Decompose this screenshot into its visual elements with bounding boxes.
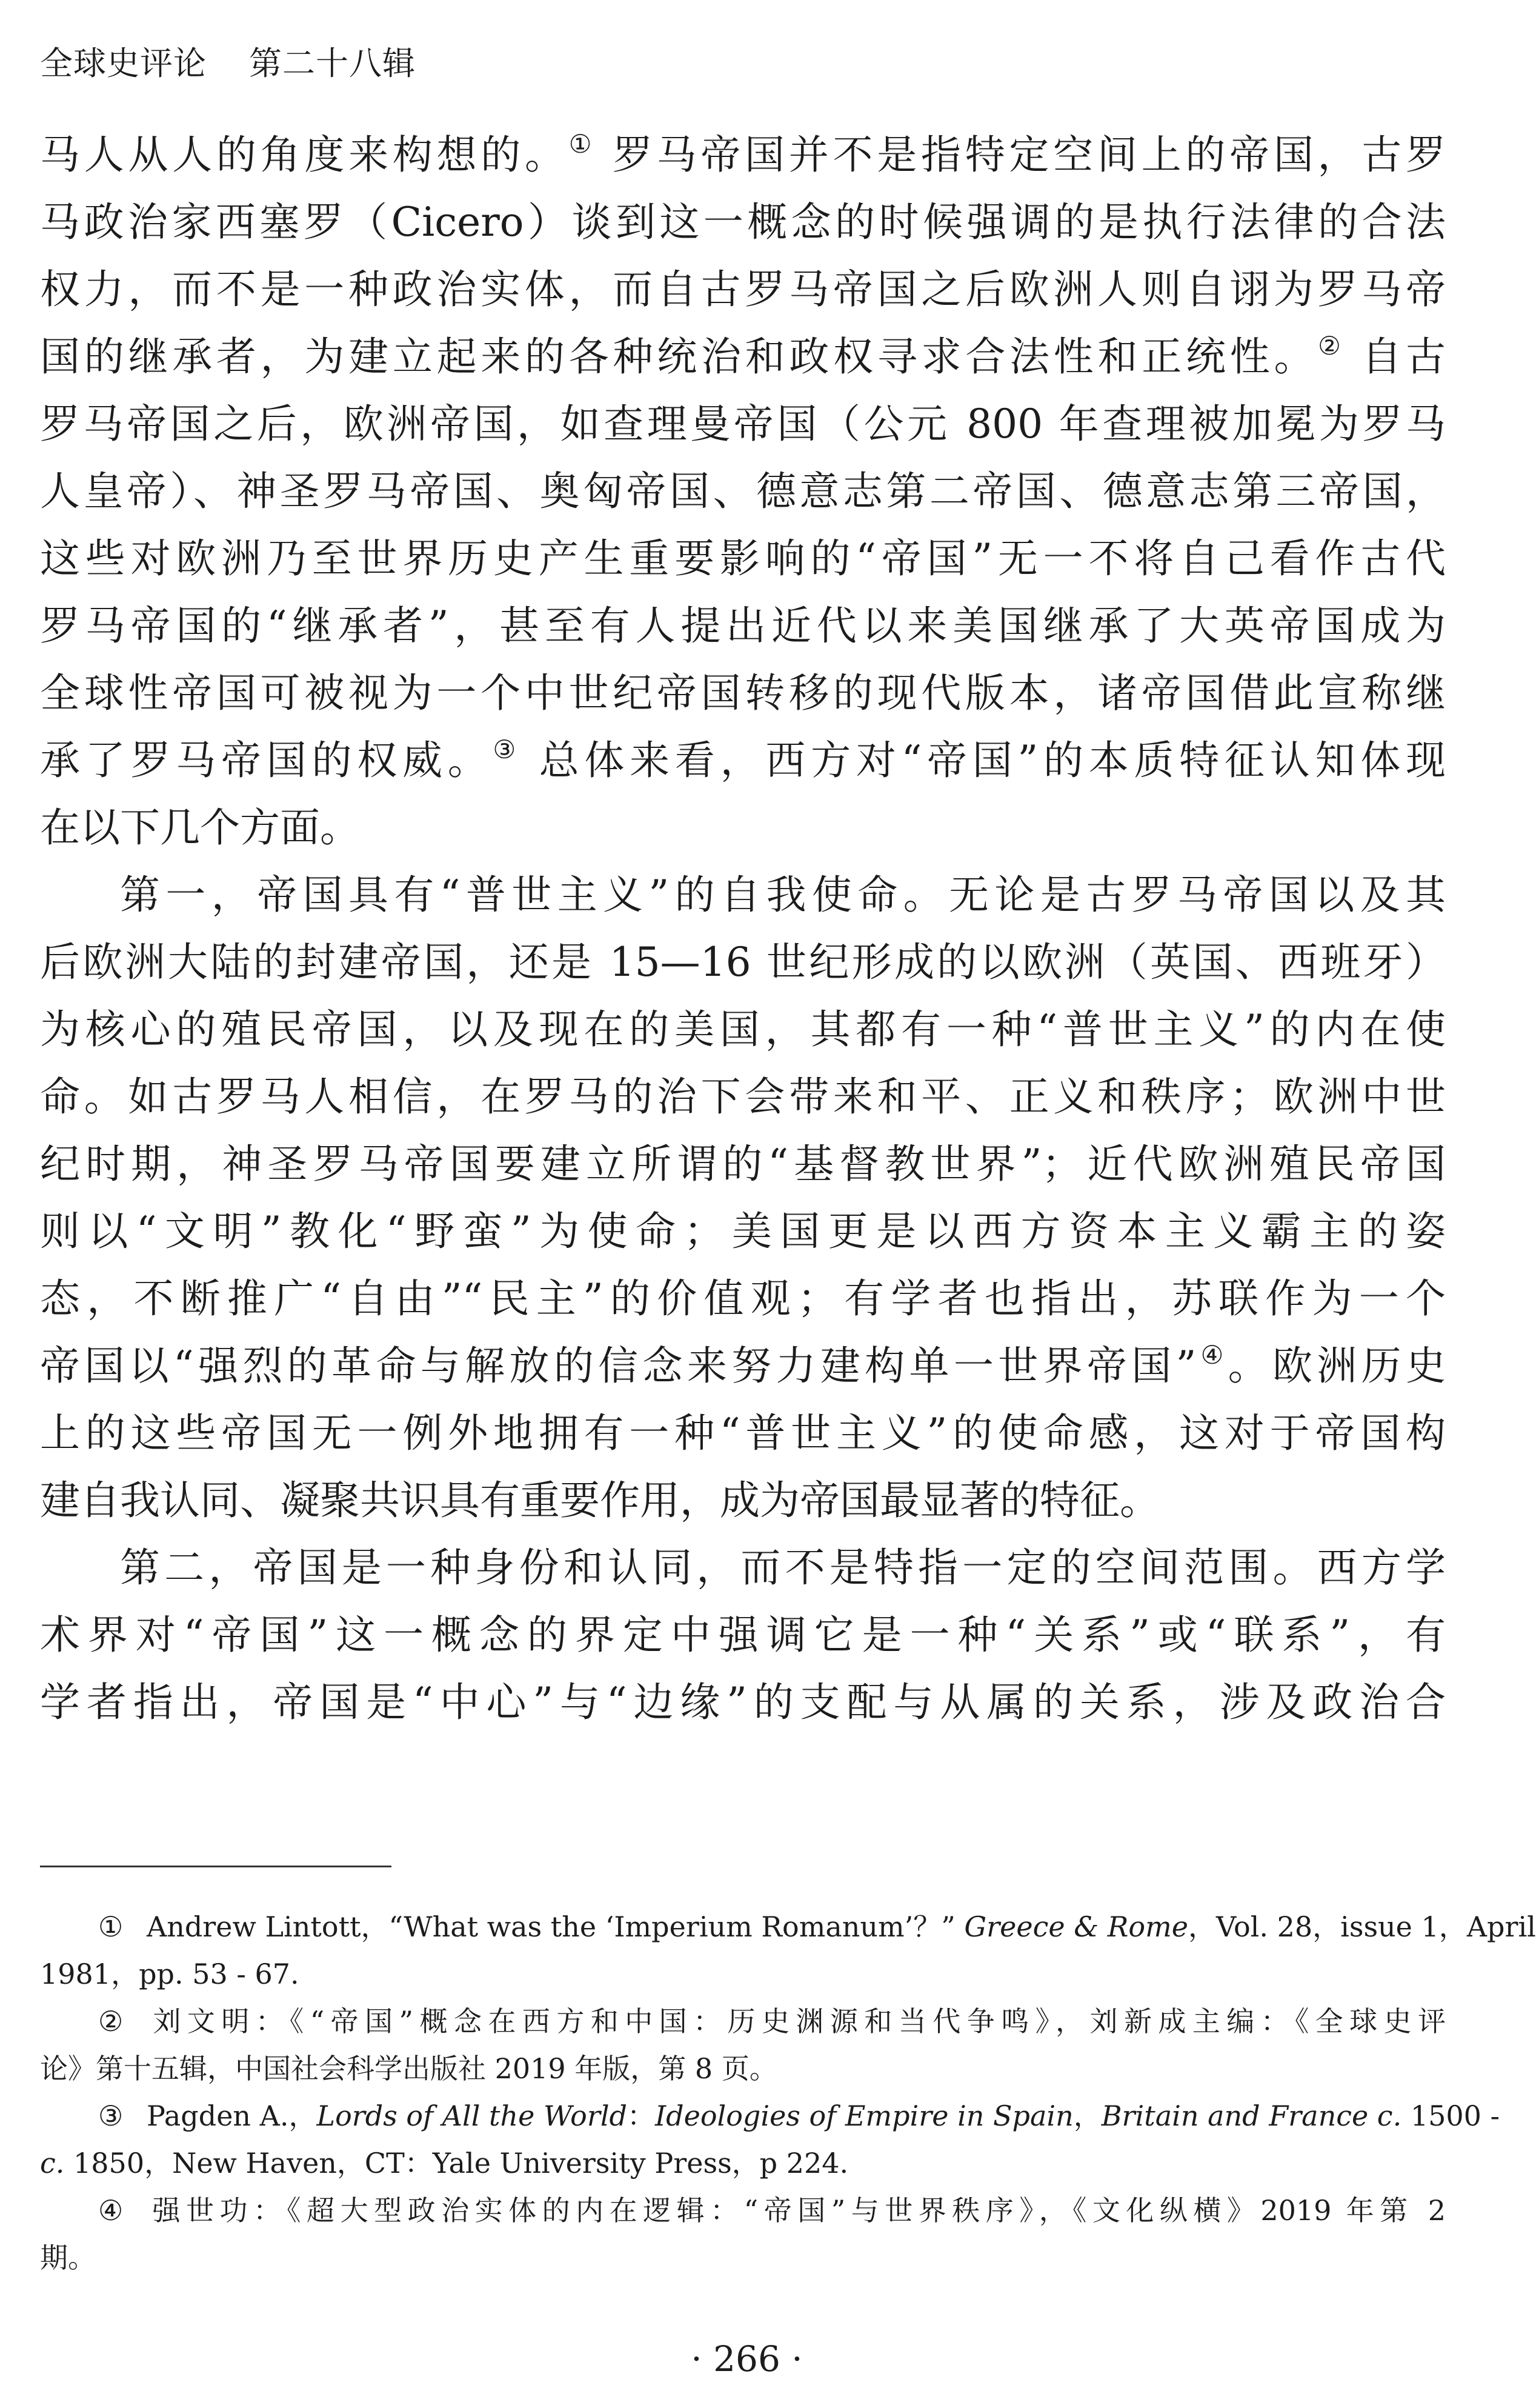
text-line: 纪时期，神圣罗马帝国要建立所谓的“基督教世界”；近代欧洲殖民帝国 <box>40 1141 1446 1187</box>
footnote-3: ③ Pagden A.，Lords of All the World：Ideologies of Empire in Spain，Britain and France c. 1500 - c. 1850，New Haven，CT：Yale University Press，p 224. <box>40 2092 1446 2187</box>
footnote-divider <box>40 1866 391 1867</box>
footnote-mark: ② <box>98 2005 124 2038</box>
text-line: 则以“文明”教化“野蛮”为使命；美国更是以西方资本主义霸主的姿 <box>40 1208 1446 1255</box>
text-line: 罗马帝国之后，欧洲帝国，如查理曼帝国（公元 800 年查理被加冕为罗马 <box>40 401 1446 447</box>
issue-label: 第二十八辑 <box>249 44 416 82</box>
text-line: 建自我认同、凝聚共识具有重要作用，成为帝国最显著的特征。 <box>40 1477 1160 1524</box>
paragraph-start-line: 第一，帝国具有“普世主义”的自我使命。无论是古罗马帝国以及其 <box>120 872 1446 918</box>
text-line: 权力，而不是一种政治实体，而自古罗马帝国之后欧洲人则自诩为罗马帝 <box>40 266 1446 313</box>
text-line: 上的这些帝国无一例外地拥有一种“普世主义”的使命感，这对于帝国构 <box>40 1410 1446 1456</box>
footnote-ref-3[interactable]: ③ <box>493 735 521 764</box>
text-line: 人皇帝）、神圣罗马帝国、奥匈帝国、德意志第二帝国、德意志第三帝国， <box>40 468 1446 515</box>
main-text <box>40 121 1446 1736</box>
paragraph-start-line: 第二，帝国是一种身份和认同，而不是特指一定的空间范围。西方学 <box>120 1544 1446 1591</box>
text-line: 在以下几个方面。 <box>40 804 360 851</box>
footnote-2: ② 刘文明：《“帝国”概念在西方和中国：历史渊源和当代争鸣》，刘新成主编：《全球史评 论》第十五辑，中国社会科学出版社 2019 年版，第 8 页。 <box>40 1998 1446 2092</box>
text-line: 全球性帝国可被视为一个中世纪帝国转移的现代版本，诸帝国借此宣称继 <box>40 670 1446 716</box>
text-line: 态，不断推广“自由”“民主”的价值观；有学者也指出，苏联作为一个 <box>40 1275 1446 1322</box>
footnote-4: ④ 强世功：《超大型政治实体的内在逻辑：“帝国”与世界秩序》，《文化纵横》2019 年第 2 期。 <box>40 2187 1446 2281</box>
footnote-1: ① Andrew Lintott，“What was the ‘Imperium Romanum’？” Greece & Rome，Vol. 28，issue 1，April 1981，pp. 53 - 67. <box>40 1903 1446 1998</box>
page-number: · 266 · <box>691 2338 803 2380</box>
text-line: 为核心的殖民帝国，以及现在的美国，其都有一种“普世主义”的内在使 <box>40 1006 1446 1053</box>
text-line: 命。如古罗马人相信，在罗马的治下会带来和平、正义和秩序；欧洲中世 <box>40 1073 1446 1120</box>
footnote-mark: ① <box>98 1910 124 1943</box>
text-line: 国的继承者，为建立起来的各种统治和政权寻求合法性和正统性。② 自古 <box>40 331 1446 380</box>
running-head <box>40 38 416 84</box>
text-line: 马人从人的角度来构想的。① 罗马帝国并不是指特定空间上的帝国，古罗 <box>40 129 1446 178</box>
text-line: 帝国以“强烈的革命与解放的信念来努力建构单一世界帝国”④。欧洲历史 <box>40 1340 1446 1389</box>
footnote-ref-2[interactable]: ② <box>1318 331 1345 361</box>
text-line: 后欧洲大陆的封建帝国，还是 15—16 世纪形成的以欧洲（英国、西班牙） <box>40 939 1446 986</box>
footnotes <box>40 1903 1536 2281</box>
text-line: 术界对“帝国”这一概念的界定中强调它是一种“关系”或“联系”，有 <box>40 1612 1446 1658</box>
text-line: 这些对欧洲乃至世界历史产生重要影响的“帝国”无一不将自己看作古代 <box>40 535 1446 582</box>
footnote-mark: ④ <box>98 2194 124 2227</box>
text-line: 罗马帝国的“继承者”，甚至有人提出近代以来美国继承了大英帝国成为 <box>40 602 1446 649</box>
footnote-mark: ③ <box>98 2099 124 2132</box>
journal-title: 全球史评论 <box>40 44 207 82</box>
text-line: 马政治家西塞罗（Cicero）谈到这一概念的时候强调的是执行法律的合法 <box>40 199 1446 245</box>
footnote-ref-4[interactable]: ④ <box>1196 1340 1228 1370</box>
footnote-ref-1[interactable]: ① <box>568 129 596 159</box>
text-line: 学者指出，帝国是“中心”与“边缘”的支配与从属的关系，涉及政治合 <box>40 1679 1446 1726</box>
text-line: 承了罗马帝国的权威。③ 总体来看，西方对“帝国”的本质特征认知体现 <box>40 735 1446 784</box>
